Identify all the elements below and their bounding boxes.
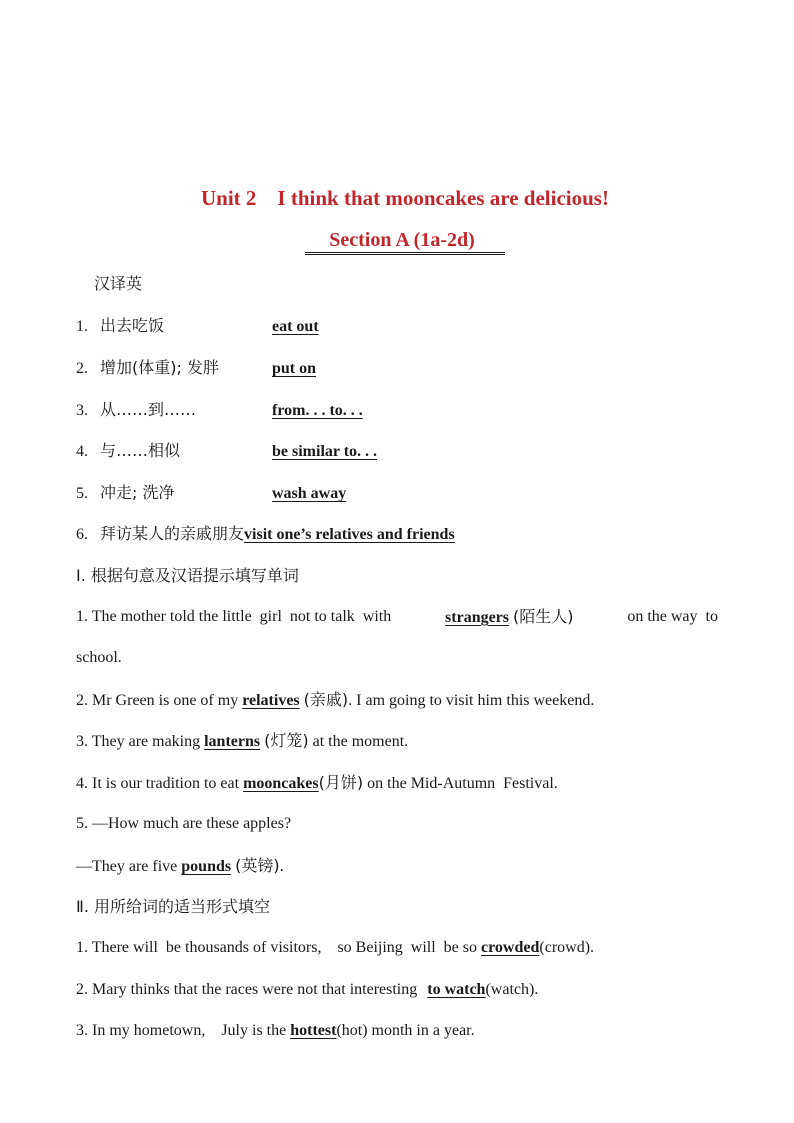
vocab-chinese: 与……相似 (100, 441, 181, 460)
vocab-number: 2. (76, 360, 88, 377)
exercise-line (76, 773, 558, 794)
vocab-item (76, 358, 322, 379)
sentence-text: (watch). (485, 981, 539, 998)
sentence-text: 4. It is our tradition to eat (76, 775, 240, 792)
sentence-text: (crowd). (539, 939, 595, 956)
vocab-chinese: 拜访某人的亲戚朋友 (100, 524, 245, 543)
exercise-line (76, 607, 718, 628)
vocab-number: 6. (76, 526, 88, 543)
sentence-continuation: school. (76, 649, 122, 666)
sentence-text: . (279, 858, 284, 875)
vocab-answer: be similar to. . . (272, 443, 378, 460)
vocab-answer: from. . . to. . . (272, 402, 363, 419)
answer-word: strangers (445, 609, 510, 626)
exercise-question: 5. —How much are these apples? (76, 815, 292, 832)
sentence-text: 3. In my hometown, July is the (76, 1022, 287, 1039)
exercise-line (76, 1021, 475, 1041)
vocab-item (76, 483, 346, 504)
sentence-text: 1. The mother told the little girl not to talk with (76, 608, 392, 625)
vocab-number: 4. (76, 443, 88, 460)
answer-word: mooncakes (243, 775, 319, 792)
exercise-line (76, 938, 594, 958)
vocab-answer: put on (272, 360, 317, 377)
chinese-hint: (英镑) (235, 856, 280, 875)
vocab-answer: visit one’s relatives and friends (244, 526, 455, 543)
vocab-number: 1. (76, 318, 88, 335)
sentence-text: 2. Mr Green is one of my (76, 692, 239, 709)
vocab-item (76, 400, 369, 421)
sentence-text: 1. There will be thousands of visitors, so Beijing will be so (76, 939, 478, 956)
part2-heading: Ⅱ. 用所给词的适当形式填空 (76, 897, 271, 916)
sentence-text: on the way to (627, 608, 718, 625)
section-title (0, 229, 794, 255)
vocab-chinese: 出去吃饭 (100, 316, 165, 335)
vocab-answer: eat out (272, 318, 319, 335)
chinese-hint: (亲戚) (303, 690, 349, 709)
section-title-text: Section A (1a-2d) (305, 229, 505, 255)
vocab-chinese: 从……到…… (100, 400, 197, 419)
exercise-line (76, 980, 538, 1000)
sentence-text: on the Mid-Autumn Festival. (367, 775, 558, 792)
sentence-text: 2. Mary thinks that the races were not that interesting (76, 981, 418, 998)
sentence-text: at the moment. (312, 733, 409, 750)
exercise-line (76, 690, 594, 711)
vocab-chinese: 冲走; 洗净 (100, 483, 175, 502)
answer-word: to watch (427, 981, 486, 998)
sentence-text: . I am going to visit him this weekend. (348, 692, 595, 709)
sentence-text: (hot) month in a year. (336, 1022, 475, 1039)
chinese-hint: (月饼) (318, 773, 364, 792)
exercise-line (76, 731, 408, 752)
vocab-item (76, 316, 319, 337)
vocab-heading: 汉译英 (94, 274, 143, 293)
chinese-hint: (灯笼) (264, 731, 309, 750)
sentence-text: 3. They are making (76, 733, 201, 750)
vocab-chinese: 增加(体重); 发胖 (100, 358, 219, 377)
answer-word: lanterns (204, 733, 261, 750)
exercise-line (76, 856, 284, 877)
answer-word: relatives (242, 692, 300, 709)
chinese-hint: (陌生人) (513, 607, 574, 626)
part1-heading: Ⅰ. 根据句意及汉语提示填写单词 (76, 566, 299, 585)
answer-word: pounds (181, 858, 232, 875)
vocab-answer: wash away (272, 485, 347, 502)
vocab-number: 5. (76, 485, 88, 502)
vocab-number: 3. (76, 402, 88, 419)
page-title: Unit 2 I think that mooncakes are delicious! (201, 186, 609, 210)
vocab-item (76, 524, 461, 545)
vocab-item (76, 441, 383, 462)
sentence-text: —They are five (76, 858, 178, 875)
answer-word: hottest (290, 1022, 337, 1039)
answer-word: crowded (481, 939, 540, 956)
